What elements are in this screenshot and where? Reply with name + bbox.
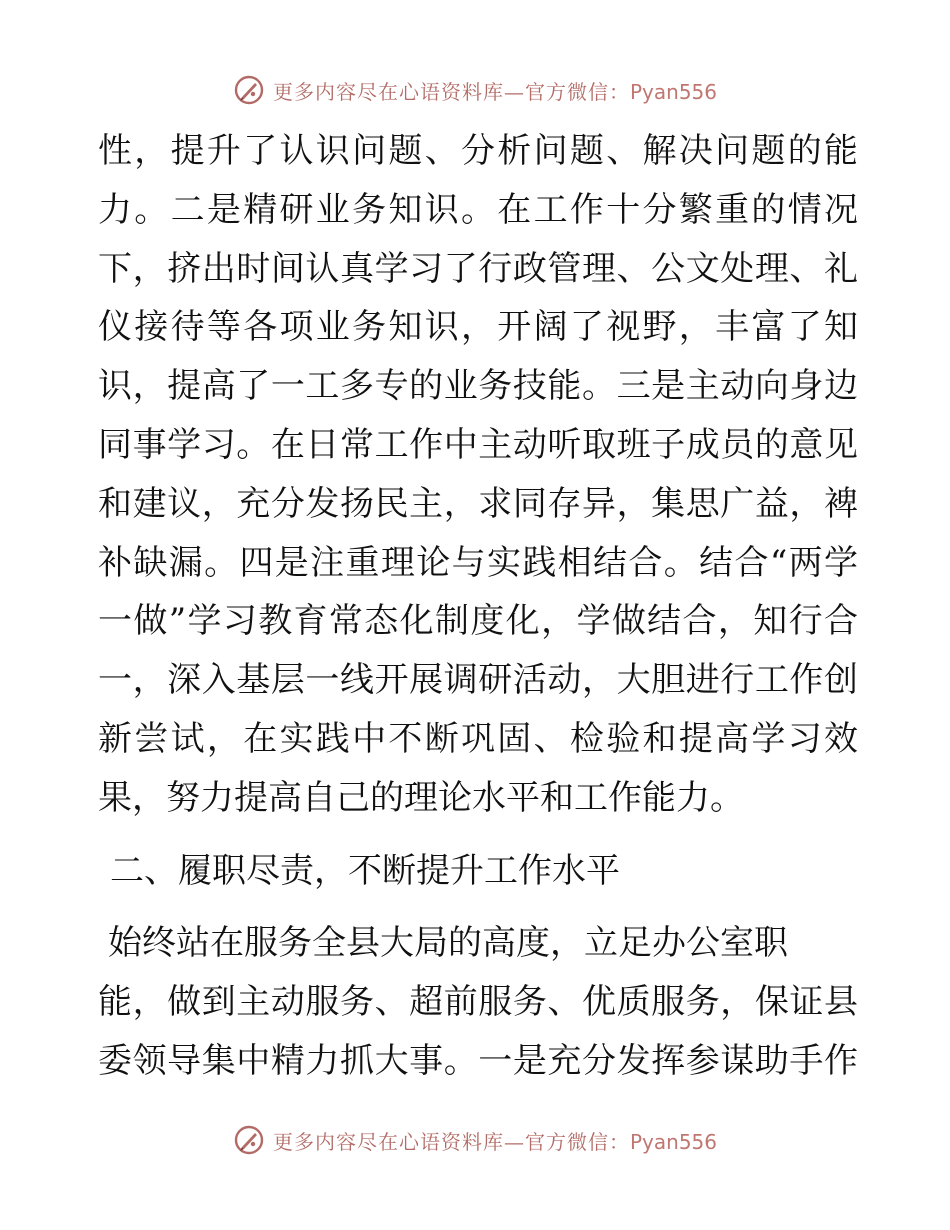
text-line: 果，努力提高自己的理论水平和工作能力。	[98, 777, 744, 818]
watermark-text: 更多内容尽在心语资料库—官方微信：Pyan556	[272, 1129, 717, 1154]
text-line: 识，提高了一工多专的业务技能。三是主动向身边	[98, 366, 858, 407]
paragraph-block-1	[98, 122, 858, 828]
text-line: 和建议，充分发扬民主，求同存异，集思广益，裨	[98, 483, 858, 524]
paragraph-block-2	[98, 914, 858, 973]
text-line: 仪接待等各项业务知识，开阔了视野，丰富了知	[98, 307, 858, 348]
quill-pen-logo-icon	[233, 1124, 265, 1156]
text-line: 委领导集中精力抓大事。一是充分发挥参谋助手作	[98, 1040, 858, 1081]
text-line: 始终站在服务全县大局的高度，立足办公室职	[108, 923, 788, 964]
text-line: 一做”学习教育常态化制度化，学做结合，知行合	[98, 601, 858, 642]
text-line: 性，提升了认识问题、分析问题、解决问题的能	[98, 131, 858, 171]
text-line: 同事学习。在日常工作中主动听取班子成员的意见	[98, 424, 858, 465]
footer-watermark	[0, 1120, 950, 1160]
paragraph-block-2-continued	[98, 973, 858, 1091]
document-body	[98, 122, 858, 1091]
watermark-text: 更多内容尽在心语资料库—官方微信：Pyan556	[272, 79, 717, 104]
text-line: 力。二是精研业务知识。在工作十分繁重的情况	[98, 189, 858, 230]
quill-pen-logo-icon	[233, 74, 265, 106]
text-line: 能，做到主动服务、超前服务、优质服务，保证县	[98, 982, 858, 1023]
section-heading: 二、履职尽责，不断提升工作水平	[110, 850, 620, 891]
text-line: 补缺漏。四是注重理论与实践相结合。结合“两学	[98, 542, 858, 583]
text-line: 下，挤出时间认真学习了行政管理、公文处理、礼	[98, 248, 858, 289]
text-line: 一，深入基层一线开展调研活动，大胆进行工作创	[98, 660, 858, 701]
text-line: 新尝试，在实践中不断巩固、检验和提高学习效	[98, 718, 858, 759]
header-watermark	[0, 70, 950, 110]
